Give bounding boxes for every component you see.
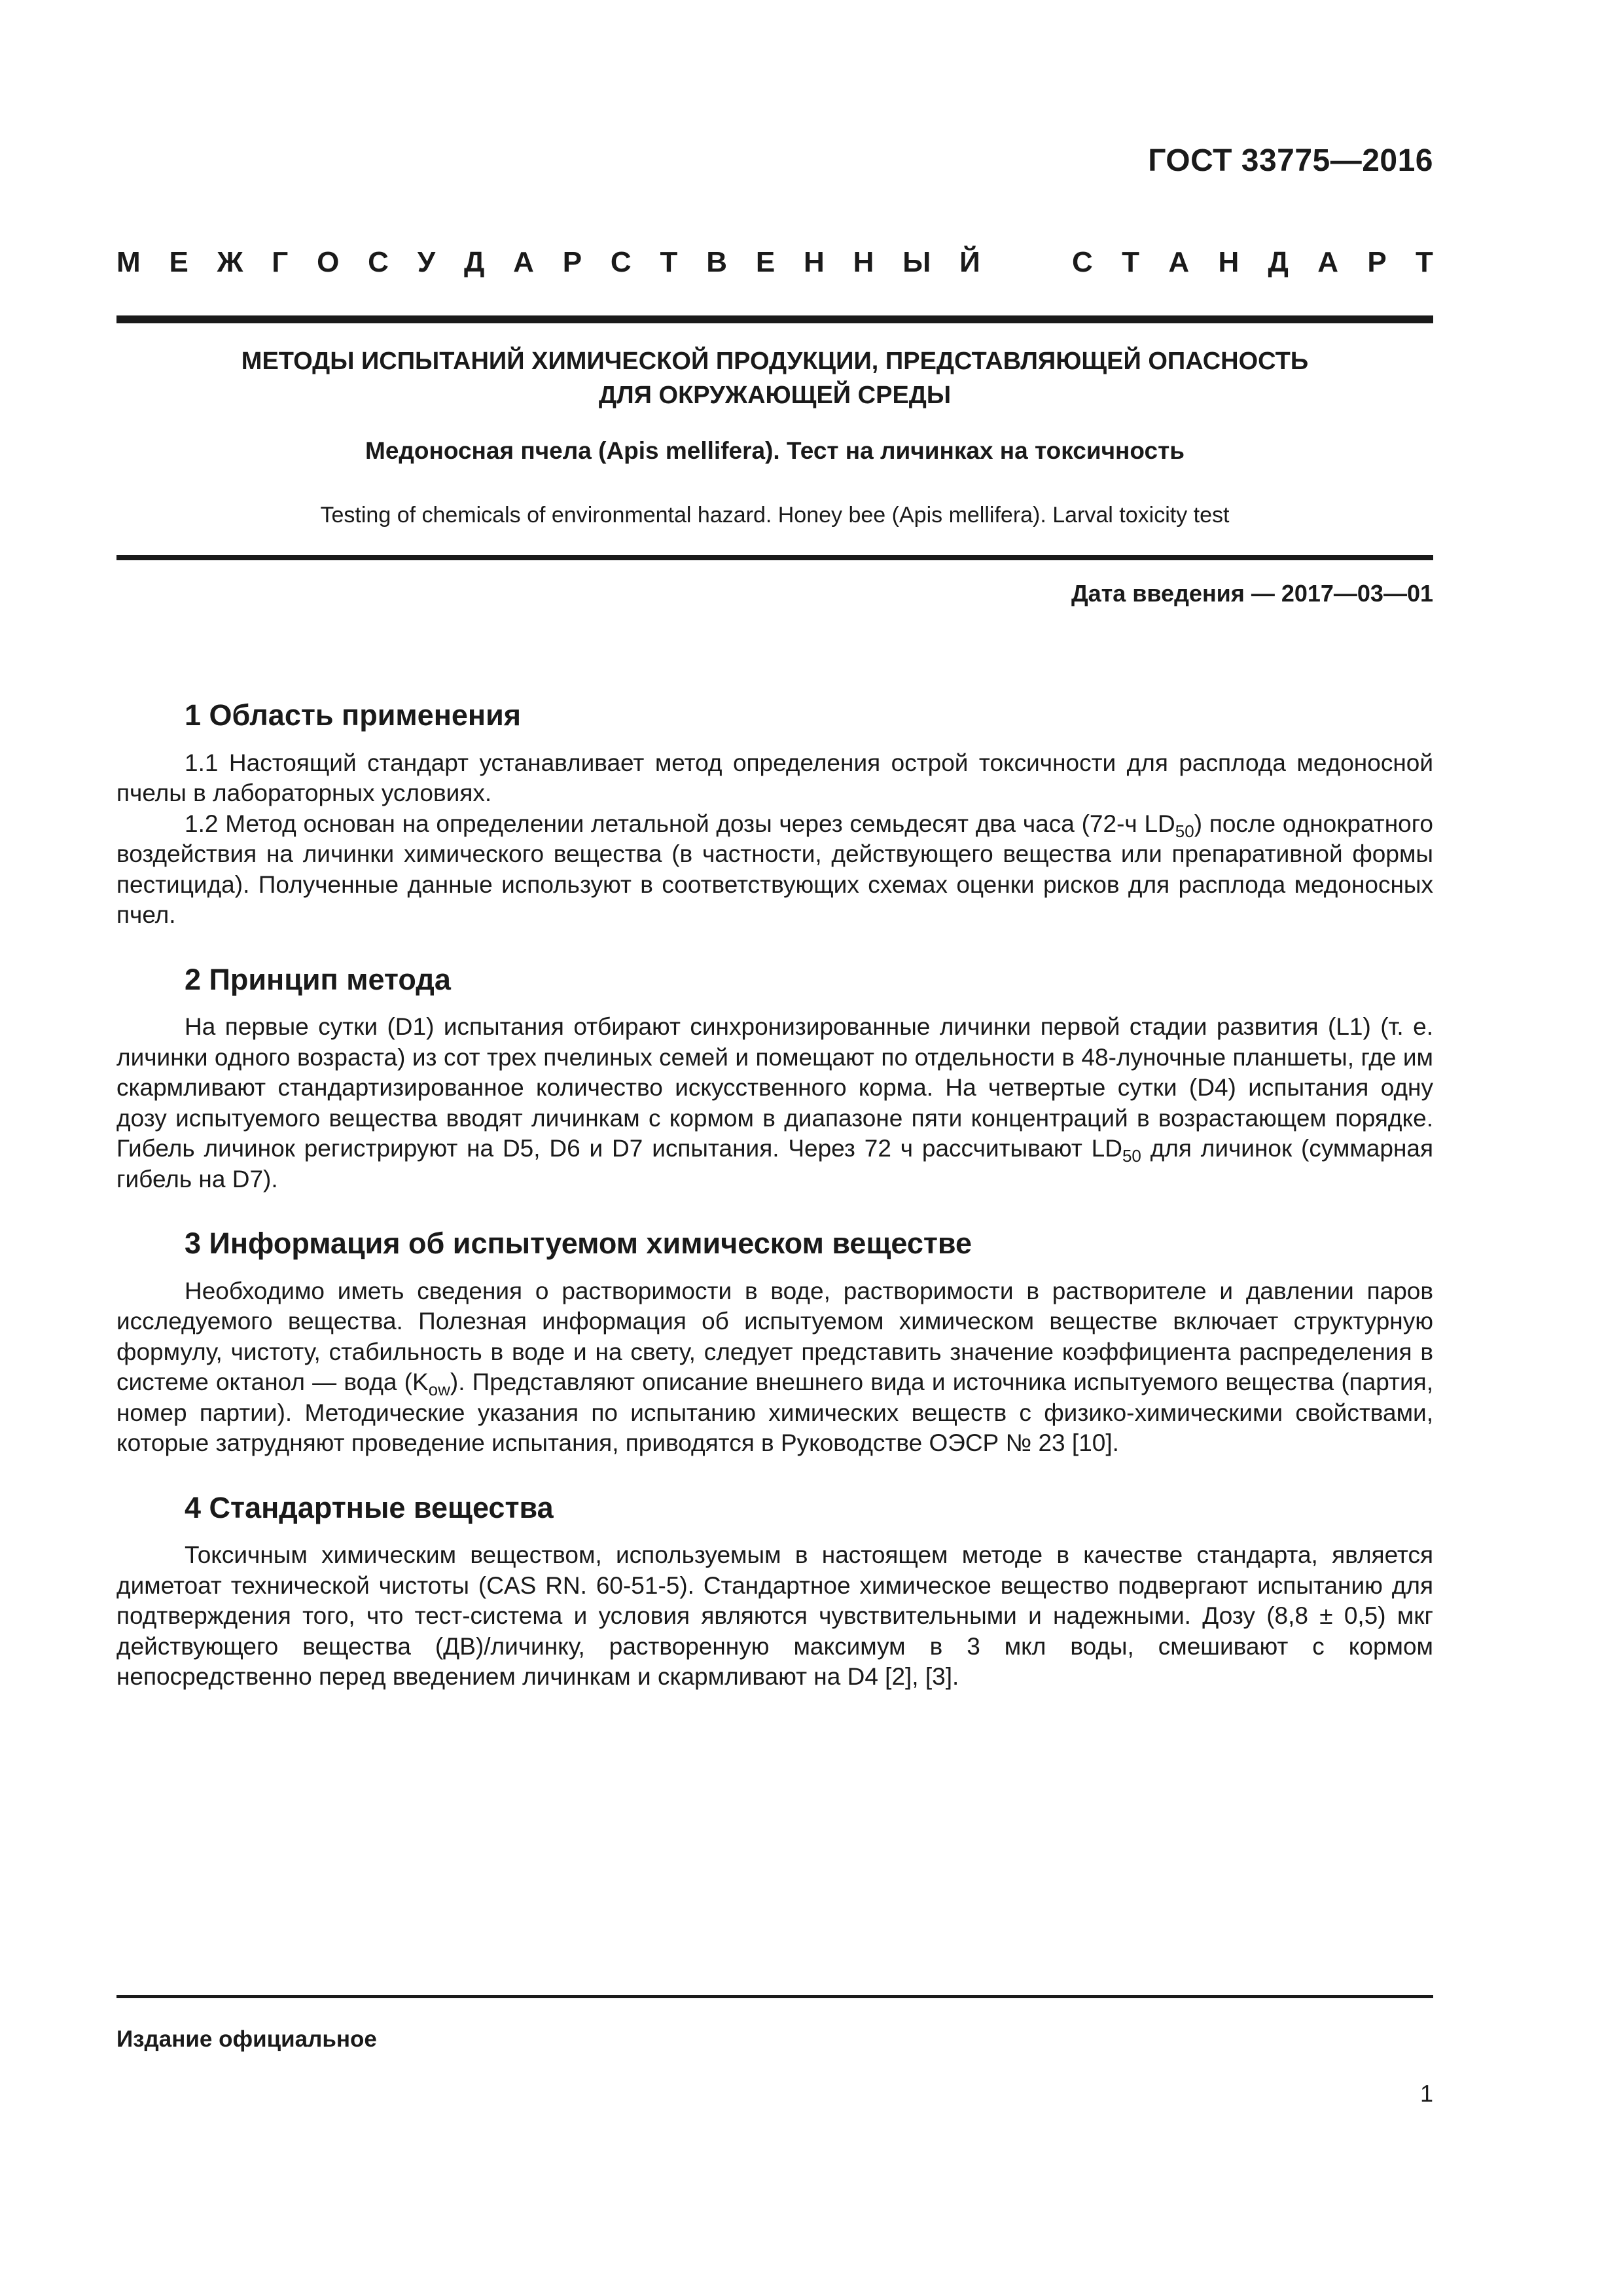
footer-divider — [116, 1995, 1433, 1998]
section-principle — [116, 962, 1433, 1195]
document-body — [116, 700, 1433, 1727]
main-title: МЕТОДЫ ИСПЫТАНИЙ ХИМИЧЕСКОЙ ПРОДУКЦИИ, ПРЕДСТАВЛЯЮЩЕЙ ОПАСНОСТЬ ДЛЯ ОКРУЖАЮЩЕЙ СРЕДЫ — [241, 348, 1309, 409]
section-test-substance-info — [116, 1229, 1433, 1459]
paragraph: Токсичным химическим веществом, используемым в настоящем методе в качестве стандарта, является диметоат технической чистоты (CAS RN. 60-51-5). Стандартное химическое вещество подвергают испытанию для подтверждения того, что тест-система и условия являются чувствительными и надежными. Дозу (8,8 ± 0,5) мкг действующего вещества (ДВ)/личинку, растворенную максимум в 3 мкл воды, смешивают с кормом непосредственно перед введением личинкам и скармливают на D4 [2], [3]. — [116, 1541, 1433, 1690]
header-divider-bottom — [116, 555, 1433, 560]
section-scope — [116, 700, 1433, 931]
paragraph: На первые сутки (D1) испытания отбирают синхронизированные личинки первой стадии развития (L1) (т. е. личинки одного возраста) из сот трех пчелиных семей и помещают по отдельности в 48-луночные планшеты, где им скармливают стандартизированное количество искусственного корма. На четвертые сутки (D4) испытания одну дозу испытуемого вещества вводят личинкам с кормом в диапазоне пяти концентраций в возрастающем порядке. Гибель личинок регистрируют на D5, D6 и D7 испытания. Через 72 ч рассчитывают $LD_{50}$ для личинок (суммарная гибель на D7). — [116, 1013, 1433, 1193]
interstate-standard-banner — [116, 246, 1433, 279]
paragraph: Необходимо иметь сведения о растворимости в воде, растворимости в растворителе и давлении паров исследуемого вещества. Полезная информация об испытуемом химическом веществе включает структурную формулу, чистоту, стабильность в воде и на свету, следует представить значение коэффициента распределения в системе октанол — вода $(K_{ow})$. Представляют описание внешнего вида и источника испытуемого вещества (партия, номер партии). Методические указания по испытанию химических веществ с физико-химическими свойствами, которые затрудняют проведение испытания, приводятся в Руководстве ОЭСР № 23 [10]. — [116, 1277, 1433, 1456]
banner-word-interstate: М Е Ж Г О С У Д А Р С Т В Е Н Н Ы Й — [116, 246, 980, 278]
document-number: ГОСТ 33775—2016 — [1148, 143, 1433, 178]
section-heading: 3 Информация об испытуемом химическом веществе — [185, 1227, 972, 1260]
english-title: Testing of chemicals of environmental hazard. Honey bee (Apis mellifera). Larval toxicity test — [320, 503, 1230, 528]
official-edition-label: Издание официальное — [116, 2026, 377, 2052]
paragraph: 1.2 Метод основан на определении летальной дозы через семьдесят два часа (72-ч $LD_{50}$) после однократного воздействия на личинки химического вещества (в частности, действующего вещества или препаративной формы пестицида). Полученные данные используют в соответствующих схемах оценки рисков для расплода медоносных пчел. — [116, 810, 1433, 928]
page-number: 1 — [1419, 2080, 1433, 2107]
introduction-date: Дата введения — 2017—03—01 — [1071, 580, 1433, 607]
banner-word-standard: С Т А Н Д А Р Т — [1072, 246, 1433, 278]
section-heading: 4 Стандартные вещества — [185, 1490, 554, 1524]
section-reference-substances — [116, 1490, 1433, 1693]
paragraph: 1.1 Настоящий стандарт устанавливает метод определения острой токсичности для расплода медоносной пчелы в лабораторных условиях. — [116, 749, 1433, 806]
header-divider-top — [116, 315, 1433, 323]
subtitle: Медоносная пчела (Apis mellifera). Тест на личинках на токсичность — [365, 437, 1185, 464]
section-heading: 2 Принцип метода — [185, 962, 451, 996]
section-heading: 1 Область применения — [185, 698, 522, 732]
